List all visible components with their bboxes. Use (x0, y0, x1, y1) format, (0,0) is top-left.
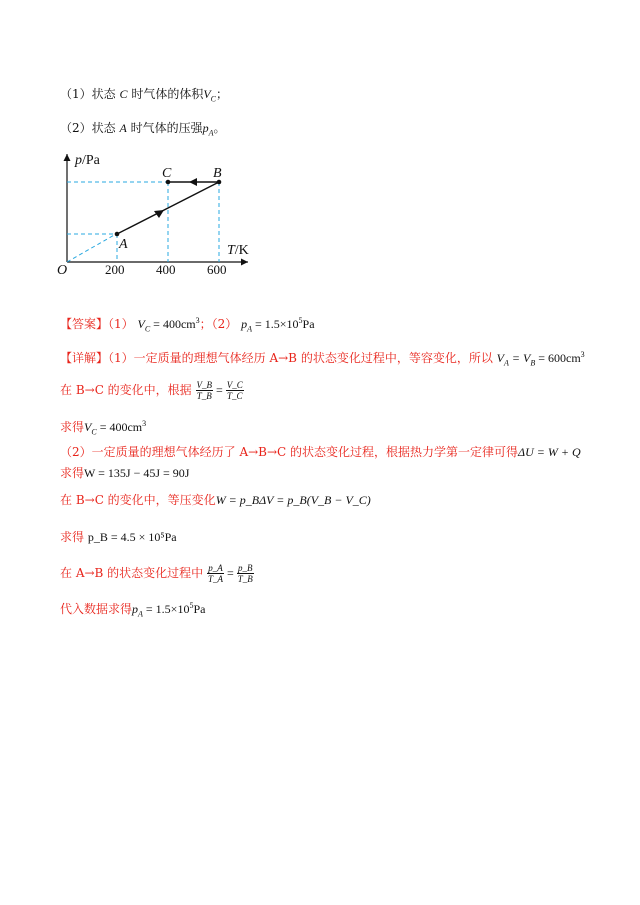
detail-l3-v: V (84, 420, 92, 434)
x-tick-600: 600 (207, 262, 227, 277)
detail-l9-sub: A (138, 609, 143, 619)
detail-line-5 (60, 465, 189, 481)
detail-l6-math: W = p_BΔV = p_B(V_B − V_C) (215, 493, 371, 507)
answer-p-exp: 5 (298, 316, 303, 325)
x-axis-label: T/K (227, 243, 249, 258)
detail-l1-sub-b: B (530, 358, 536, 368)
detail-line-4 (60, 444, 581, 460)
detail-line-3 (60, 416, 146, 440)
detail-l1-sub-a: A (504, 358, 509, 368)
detail-l4-math: ΔU = W + Q (518, 445, 581, 459)
answer-p-value: = 1.5×10 (251, 317, 299, 331)
x-tick-200: 200 (105, 262, 125, 277)
detail-line-6 (60, 492, 371, 508)
detail-l7-text: 求得 (60, 530, 85, 544)
q1-end: ； (216, 87, 229, 101)
detail-l1-eq: = V (508, 351, 531, 365)
q2-end: 。 (213, 121, 226, 135)
x-tick-400: 400 (156, 262, 176, 277)
detail-l2-frac-2: $\frac{V\_C}{T\_C}$ (226, 380, 243, 401)
detail-l7-math: p_B = 4.5 × 10⁵Pa (87, 530, 177, 544)
answer-sep: ；（2） (199, 317, 238, 331)
answer-v-symbol: V (137, 317, 145, 331)
answer-line (60, 313, 315, 337)
detail-line-9 (60, 598, 205, 622)
detail-l5-math: W = 135J − 45J = 90J (84, 466, 190, 480)
y-axis-label: p/Pa (75, 153, 100, 168)
answer-part1: （1） (108, 317, 134, 331)
q2-text-mid: 时气体的压强 (130, 121, 203, 135)
detail-l1-v: V (496, 351, 504, 365)
detail-l2-text: 在 B→C 的变化中，根据 (60, 383, 192, 397)
answer-v-exp: 3 (195, 316, 200, 325)
detail-l8-frac-2: $\frac{p\_B}{T\_B}$ (237, 563, 253, 584)
detail-l9-p: p (132, 602, 139, 616)
q2-state: A (119, 121, 127, 135)
arrow-b-to-c (189, 178, 197, 186)
detail-l6-text: 在 B→C 的变化中，等压变化 (60, 493, 216, 507)
origin-label: O (57, 263, 68, 278)
q1-text-mid: 时气体的体积 (131, 87, 204, 101)
detail-l9-text: 代入数据求得 (60, 602, 133, 616)
detail-l9-exp: 5 (189, 601, 194, 610)
answer-p-unit: Pa (302, 317, 315, 331)
detail-line-2: 在 B→C 的变化中，根据 $\frac{V\_B}{T\_B}$ = $\frac{V\_C}{T\_C}$ (60, 380, 243, 401)
detail-l8-text: 在 A→B 的状态变化过程中 (60, 566, 204, 580)
answer-tag: 【答案】 (60, 317, 109, 331)
detail-line-1 (60, 347, 585, 371)
detail-line-7 (60, 529, 177, 545)
p-t-graph (55, 148, 275, 278)
detail-l2-frac-1: $\frac{V\_B}{T\_B}$ (196, 380, 213, 401)
point-c-label: C (162, 166, 172, 181)
detail-tag: 【详解】 (60, 351, 109, 365)
q1-symbol: V (203, 87, 211, 101)
point-a (115, 232, 120, 237)
question-1 (60, 86, 228, 107)
guide-origin-a (67, 234, 116, 262)
point-b-label: B (213, 166, 222, 181)
q2-text: （2）状态 (60, 121, 116, 135)
q1-subscript: C (210, 94, 217, 104)
q1-state: C (119, 87, 128, 101)
answer-p-sub: A (247, 324, 252, 334)
question-2 (60, 120, 226, 141)
point-a-label: A (119, 237, 128, 252)
answer-v-sub: C (144, 324, 151, 334)
detail-l4-text: （2）一定质量的理想气体经历了 A→B→C 的状态变化过程，根据热力学第一定律可得 (60, 445, 519, 459)
detail-l8-frac-1: $\frac{p\_A}{T\_A}$ (208, 563, 224, 584)
detail-l3-val: = 400cm (96, 420, 143, 434)
q2-symbol: p (202, 121, 209, 135)
q2-subscript: A (208, 128, 214, 138)
answer-p-symbol: p (241, 317, 248, 331)
detail-l5-text: 求得 (60, 466, 85, 480)
detail-l3-sub: C (91, 427, 97, 437)
detail-l1-exp: 3 (580, 350, 585, 359)
q1-text: （1）状态 (60, 87, 116, 101)
detail-l9-unit: Pa (193, 602, 206, 616)
detail-l3-exp: 3 (142, 419, 147, 428)
detail-l9-val: = 1.5×10 (142, 602, 190, 616)
detail-l1-text: （1）一定质量的理想气体经历 A→B 的状态变化过程中，等容变化，所以 (108, 351, 493, 365)
detail-l3-text: 求得 (60, 420, 85, 434)
detail-line-8: 在 A→B 的状态变化过程中 $\frac{p\_A}{T\_A}$ = $\frac{p\_B}{T\_B}$ (60, 563, 253, 584)
detail-l1-val: = 600cm (535, 351, 581, 365)
answer-v-value: = 400cm (150, 317, 196, 331)
